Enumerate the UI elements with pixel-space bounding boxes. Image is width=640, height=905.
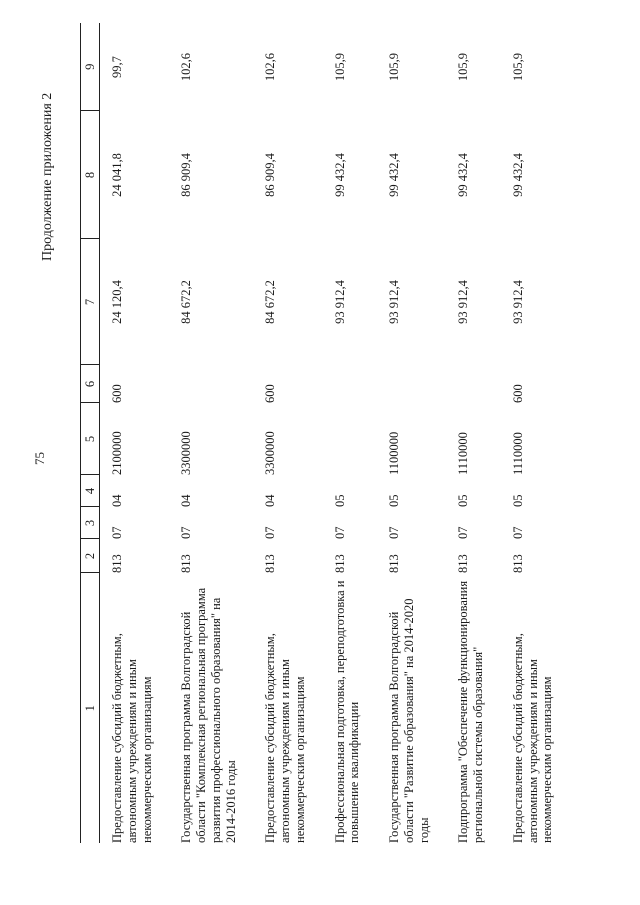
table-row: [253, 23, 322, 843]
cell-expense-type: [169, 365, 253, 403]
column-header: 5: [81, 403, 100, 475]
column-header: 1: [81, 573, 100, 843]
cell-col7: 84 672,2: [179, 280, 194, 324]
row-name: Подпрограмма "Обеспечение функционирования региональной системы образования": [456, 580, 485, 843]
row-name: Предоставление субсидий бюджетным, автономным учреждениям и иным некоммерческим организациям: [110, 633, 154, 843]
cell-section: 07: [179, 526, 194, 539]
cell-expense-type: 600: [263, 384, 278, 403]
cell-subsection: 05: [332, 494, 347, 507]
page-number: 75: [32, 452, 47, 465]
table-row: [323, 23, 378, 843]
cell-target-article: 1110000: [456, 432, 471, 475]
cell-ministry: 813: [387, 554, 401, 573]
cell-target-article: [323, 403, 378, 475]
cell-col8: 99 432,4: [510, 153, 525, 197]
cell-col9: 105,9: [332, 52, 347, 82]
cell-section: 07: [510, 526, 525, 539]
cell-col7: 93 912,4: [510, 280, 525, 324]
cell-col7: 93 912,4: [332, 280, 347, 324]
cell-target-article: 3300000: [179, 431, 194, 475]
column-header: 8: [81, 111, 100, 239]
cell-col9: 102,6: [263, 52, 278, 82]
cell-target-article: 1110000: [510, 432, 525, 475]
cell-subsection: 04: [263, 494, 278, 507]
cell-col8: 99 432,4: [387, 153, 401, 197]
column-header: 6: [81, 365, 100, 403]
cell-col9: 99,7: [110, 56, 124, 78]
cell-ministry: 813: [456, 554, 471, 573]
cell-subsection: 04: [179, 494, 194, 507]
cell-target-article: 3300000: [263, 431, 278, 475]
cell-expense-type: [446, 365, 501, 403]
table-row: [100, 23, 170, 843]
cell-col9: 105,9: [510, 52, 525, 82]
continuation-caption: Продолжение приложения 2: [40, 92, 55, 261]
cell-expense-type: [377, 365, 446, 403]
table-row: [446, 23, 501, 843]
cell-section: 07: [110, 526, 124, 539]
column-header: 7: [81, 239, 100, 365]
cell-col9: 102,6: [179, 52, 194, 82]
cell-subsection: 05: [456, 494, 471, 507]
budget-table: [80, 23, 570, 843]
cell-section: 07: [456, 526, 471, 539]
column-header: 3: [81, 507, 100, 539]
cell-target-article: 2100000: [110, 431, 124, 475]
cell-col8: 99 432,4: [456, 153, 471, 197]
table-row: [377, 23, 446, 843]
cell-col9: 105,9: [387, 52, 401, 82]
cell-subsection: 05: [387, 494, 401, 507]
cell-subsection: 04: [110, 494, 124, 507]
cell-expense-type: 600: [110, 384, 124, 403]
cell-col9: 105,9: [456, 52, 471, 82]
row-name: Государственная программа Волгоградской области "Развитие образования" на 2014-2020 годы: [387, 598, 431, 843]
cell-expense-type: [323, 365, 378, 403]
cell-col7: 24 120,4: [110, 280, 124, 324]
cell-ministry: 813: [332, 554, 347, 573]
cell-section: 07: [387, 526, 401, 539]
row-name: Профессиональная подготовка, переподготовка и повышение квалификации: [332, 580, 362, 843]
cell-ministry: 813: [263, 554, 278, 573]
cell-ministry: 813: [179, 554, 194, 573]
cell-col7: 84 672,2: [263, 280, 278, 324]
column-header: 4: [81, 475, 100, 507]
cell-section: 07: [332, 526, 347, 539]
column-header: 9: [81, 23, 100, 111]
cell-col8: 24 041,8: [110, 153, 124, 197]
cell-col7: 93 912,4: [387, 280, 401, 324]
cell-col8: 86 909,4: [179, 153, 194, 197]
row-name: Предоставление субсидий бюджетным, автономным учреждениям и иным некоммерческим организациям: [510, 633, 555, 843]
row-name: Предоставление субсидий бюджетным, автономным учреждениям и иным некоммерческим организациям: [263, 633, 307, 843]
cell-col8: 86 909,4: [263, 153, 278, 197]
column-header: 2: [81, 539, 100, 573]
cell-section: 07: [263, 526, 278, 539]
cell-subsection: 05: [510, 494, 525, 507]
table-row: [501, 23, 570, 843]
table-header-row: [81, 23, 100, 843]
cell-col7: 93 912,4: [456, 280, 471, 324]
cell-expense-type: 600: [510, 384, 525, 403]
cell-col8: 99 432,4: [332, 153, 347, 197]
cell-ministry: 813: [110, 554, 124, 573]
row-name: Государственная программа Волгоградской области "Комплексная региональная программа развития профессионального образования" на 2014-2016 годы: [179, 587, 238, 843]
table-row: [169, 23, 253, 843]
cell-ministry: 813: [510, 554, 525, 573]
cell-target-article: 1100000: [387, 431, 401, 475]
